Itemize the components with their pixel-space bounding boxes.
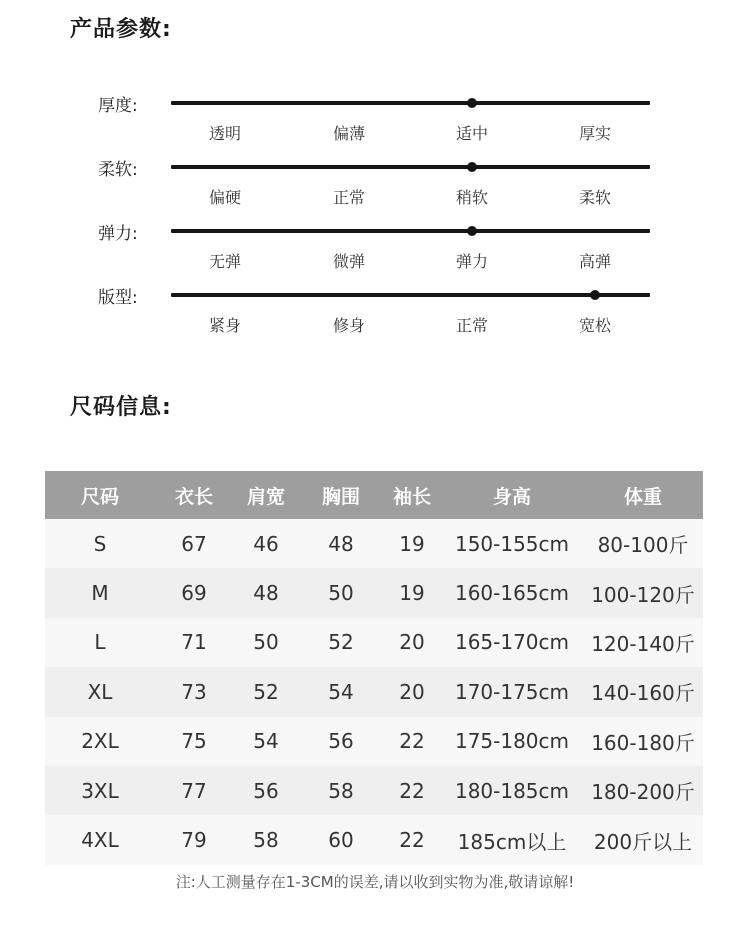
param-option: 正常 <box>455 316 488 335</box>
table-cell: 20 <box>383 667 441 716</box>
param-scale-line <box>171 165 650 169</box>
param-option: 紧身 <box>208 316 241 335</box>
table-cell: 50 <box>299 568 383 617</box>
param-option: 正常 <box>332 188 365 207</box>
table-cell: 67 <box>155 519 233 568</box>
table-cell: 48 <box>233 568 299 617</box>
param-option: 稍软 <box>455 188 488 207</box>
table-cell: 3XL <box>45 766 155 815</box>
param-option: 宽松 <box>578 316 611 335</box>
table-cell: 50 <box>233 618 299 667</box>
param-option: 修身 <box>332 316 365 335</box>
table-cell: 4XL <box>45 815 155 864</box>
param-level-marker <box>467 162 477 172</box>
table-cell: 46 <box>233 519 299 568</box>
table-cell: 160-180斤 <box>583 717 703 766</box>
table-cell: 79 <box>155 815 233 864</box>
table-cell: 22 <box>383 815 441 864</box>
table-cell: 52 <box>233 667 299 716</box>
params-section-title: 产品参数: <box>70 17 172 42</box>
table-cell: 175-180cm <box>441 717 583 766</box>
table-cell: 60 <box>299 815 383 864</box>
table-cell: 19 <box>383 519 441 568</box>
param-scale-line <box>171 293 650 297</box>
table-row <box>45 717 703 766</box>
table-cell: 69 <box>155 568 233 617</box>
table-cell: 22 <box>383 717 441 766</box>
table-cell: 100-120斤 <box>583 568 703 617</box>
table-cell: 75 <box>155 717 233 766</box>
table-cell: 73 <box>155 667 233 716</box>
size-table-header-cell: 身高 <box>441 471 583 519</box>
param-level-marker <box>467 226 477 236</box>
size-table-header-cell: 体重 <box>583 471 703 519</box>
table-cell: 48 <box>299 519 383 568</box>
table-row <box>45 766 703 815</box>
table-row <box>45 667 703 716</box>
table-cell: 120-140斤 <box>583 618 703 667</box>
table-cell: 77 <box>155 766 233 815</box>
table-row <box>45 618 703 667</box>
size-table <box>45 471 703 865</box>
param-option: 弹力 <box>455 252 488 271</box>
table-cell: 58 <box>299 766 383 815</box>
table-cell: 80-100斤 <box>583 519 703 568</box>
table-cell: L <box>45 618 155 667</box>
table-cell: 20 <box>383 618 441 667</box>
param-option: 高弹 <box>578 252 611 271</box>
table-cell: 150-155cm <box>441 519 583 568</box>
size-table-header-row <box>45 471 703 519</box>
table-cell: 19 <box>383 568 441 617</box>
table-cell: 58 <box>233 815 299 864</box>
param-option: 无弹 <box>208 252 241 271</box>
table-cell: 22 <box>383 766 441 815</box>
param-scale-line <box>171 229 650 233</box>
size-table-header-cell: 胸围 <box>299 471 383 519</box>
table-cell: M <box>45 568 155 617</box>
param-option: 透明 <box>208 124 241 143</box>
table-row <box>45 519 703 568</box>
table-cell: S <box>45 519 155 568</box>
param-label: 柔软: <box>98 160 138 180</box>
table-cell: XL <box>45 667 155 716</box>
table-cell: 54 <box>233 717 299 766</box>
param-option: 偏硬 <box>208 188 241 207</box>
param-option: 微弹 <box>332 252 365 271</box>
table-cell: 56 <box>233 766 299 815</box>
table-cell: 140-160斤 <box>583 667 703 716</box>
size-section-title: 尺码信息: <box>70 395 172 420</box>
table-row <box>45 815 703 864</box>
table-cell: 71 <box>155 618 233 667</box>
param-scale-line <box>171 101 650 105</box>
param-label: 版型: <box>98 288 138 308</box>
measurement-note: 注:人工测量存在1-3CM的误差,请以收到实物为准,敬请谅解! <box>175 873 575 891</box>
table-cell: 54 <box>299 667 383 716</box>
table-cell: 56 <box>299 717 383 766</box>
param-row <box>0 288 750 357</box>
table-cell: 180-185cm <box>441 766 583 815</box>
size-table-body <box>45 519 703 865</box>
table-cell: 170-175cm <box>441 667 583 716</box>
table-cell: 200斤以上 <box>583 815 703 864</box>
table-cell: 185cm以上 <box>441 815 583 864</box>
param-option: 柔软 <box>578 188 611 207</box>
table-cell: 165-170cm <box>441 618 583 667</box>
size-table-header-cell: 衣长 <box>155 471 233 519</box>
param-option: 适中 <box>455 124 488 143</box>
size-table-header-cell: 肩宽 <box>233 471 299 519</box>
param-label: 弹力: <box>98 224 138 244</box>
param-label: 厚度: <box>98 96 138 116</box>
param-level-marker <box>590 290 600 300</box>
table-cell: 2XL <box>45 717 155 766</box>
table-row <box>45 568 703 617</box>
size-table-header-cell: 袖长 <box>383 471 441 519</box>
table-cell: 180-200斤 <box>583 766 703 815</box>
table-cell: 160-165cm <box>441 568 583 617</box>
param-option: 偏薄 <box>332 124 365 143</box>
table-cell: 52 <box>299 618 383 667</box>
param-level-marker <box>467 98 477 108</box>
param-option: 厚实 <box>578 124 611 143</box>
size-table-header-cell: 尺码 <box>45 471 155 519</box>
